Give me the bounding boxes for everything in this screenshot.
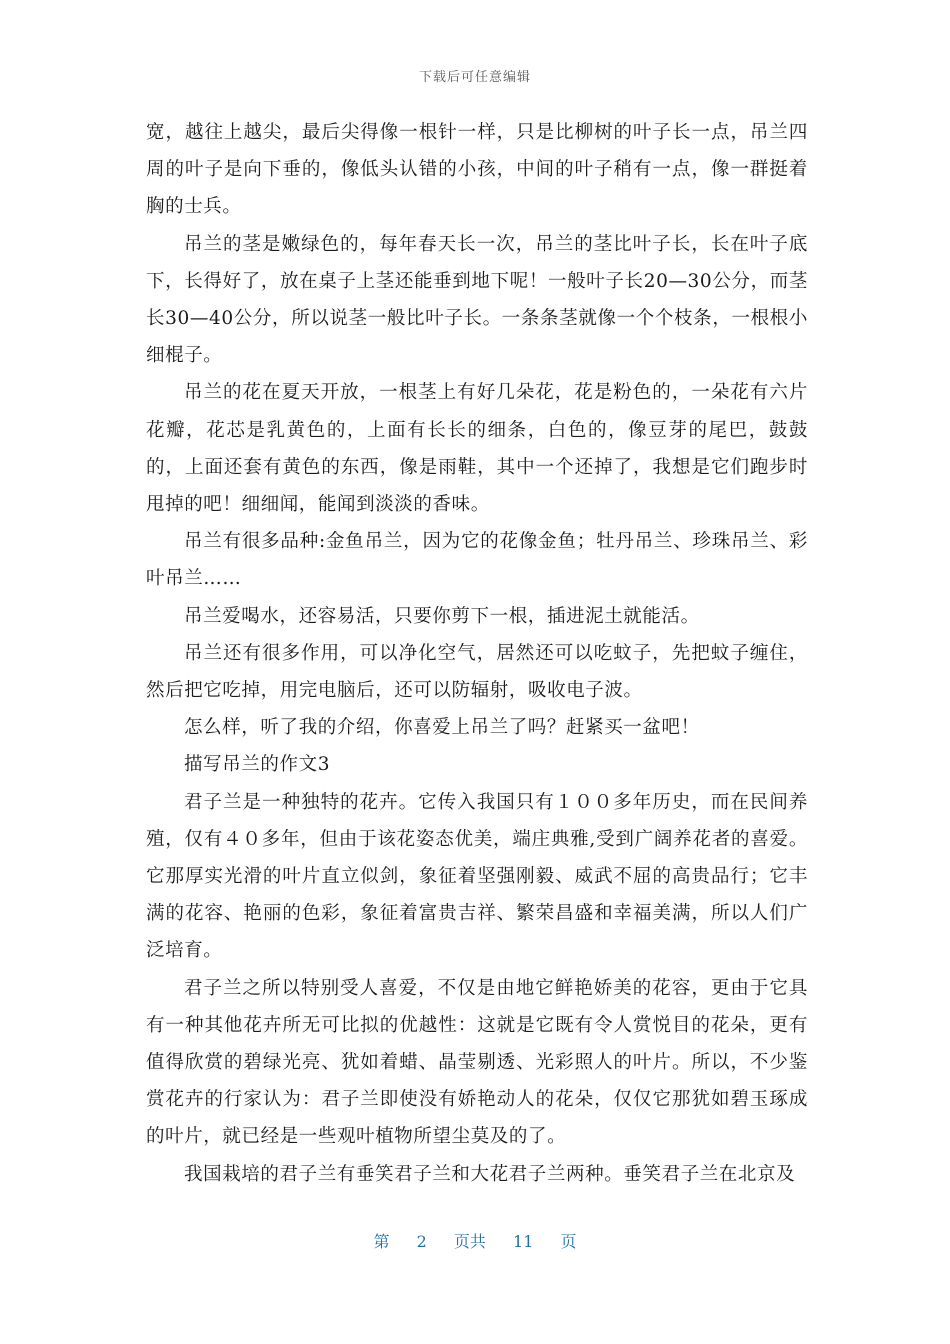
paragraph: 吊兰爱喝水，还容易活，只要你剪下一根，插进泥土就能活。: [184, 605, 700, 627]
footer-current-page: 2: [416, 1232, 427, 1251]
paragraph: 君子兰之所以特别受人喜爱，不仅是由地它鲜艳娇美的花容，更由于它具有一种其他花卉所无可比拟的优越性：这就是它既有令人赏悦目的花朵，更有值得欣赏的碧绿光亮、犹如着蜡、晶莹剔透、光彩照人的叶片。所以，不少鉴赏花卉的行家认为：君子兰即使没有娇艳动人的花朵，仅仅它那犹如碧玉琢成的叶片，就已经是一些观叶植物所望尘莫及的了。: [146, 977, 808, 1148]
page-footer: [0, 1229, 950, 1252]
document-body: [146, 114, 808, 1193]
section-heading: 描写吊兰的作文3: [184, 754, 331, 776]
paragraph: 吊兰有很多品种:金鱼吊兰，因为它的花像金鱼；牡丹吊兰、珍珠吊兰、彩叶吊兰……: [146, 531, 808, 590]
paragraph: 怎么样，听了我的介绍，你喜爱上吊兰了吗？赶紧买一盆吧！: [184, 717, 700, 739]
footer-label-end: 页: [560, 1232, 577, 1251]
paragraph: 宽，越往上越尖，最后尖得像一根针一样，只是比柳树的叶子长一点，吊兰四周的叶子是向下垂的，像低头认错的小孩，中间的叶子稍有一点，像一群挺着胸的士兵。: [146, 122, 808, 218]
paragraph: 吊兰的茎是嫩绿色的，每年春天长一次，吊兰的茎比叶子长，长在叶子底下，长得好了，放在桌子上茎还能垂到地下呢！一般叶子长20—30公分，而茎长30—40公分，所以说茎一般比叶子长。一条条茎就像一个个枝条，一根根小细棍子。: [146, 233, 808, 367]
paragraph: 吊兰还有很多作用，可以净化空气，居然还可以吃蚊子，先把蚊子缠住，然后把它吃掉，用完电脑后，还可以防辐射，吸收电子波。: [146, 642, 808, 702]
footer-label-of: 页共: [453, 1232, 486, 1251]
page-header: 下载后可任意编辑: [418, 70, 531, 85]
paragraph: 我国栽培的君子兰有垂笑君子兰和大花君子兰两种。垂笑君子兰在北京及: [184, 1163, 796, 1185]
paragraph: 吊兰的花在夏天开放，一根茎上有好几朵花，花是粉色的，一朵花有六片花瓣，花芯是乳黄色的，上面有长长的细条，白色的，像豆芽的尾巴，鼓鼓的，上面还套有黄色的东西，像是雨鞋，其中一个还掉了，我想是它们跑步时甩掉的吧！细细闻，能闻到淡淡的香味。: [146, 382, 808, 516]
footer-total-pages: 11: [513, 1232, 534, 1251]
paragraph: 君子兰是一种独特的花卉。它传入我国只有１００多年历史，而在民间养殖，仅有４０多年，但由于该花姿态优美，端庄典雅,受到广阔养花者的喜爱。它那厚实光滑的叶片直立似剑，象征着坚强刚毅、威武不屈的高贵品行；它丰满的花容、艳丽的色彩，象征着富贵吉祥、繁荣昌盛和幸福美满，所以人们广泛培育。: [146, 791, 808, 962]
footer-label-page: 第: [373, 1232, 390, 1251]
